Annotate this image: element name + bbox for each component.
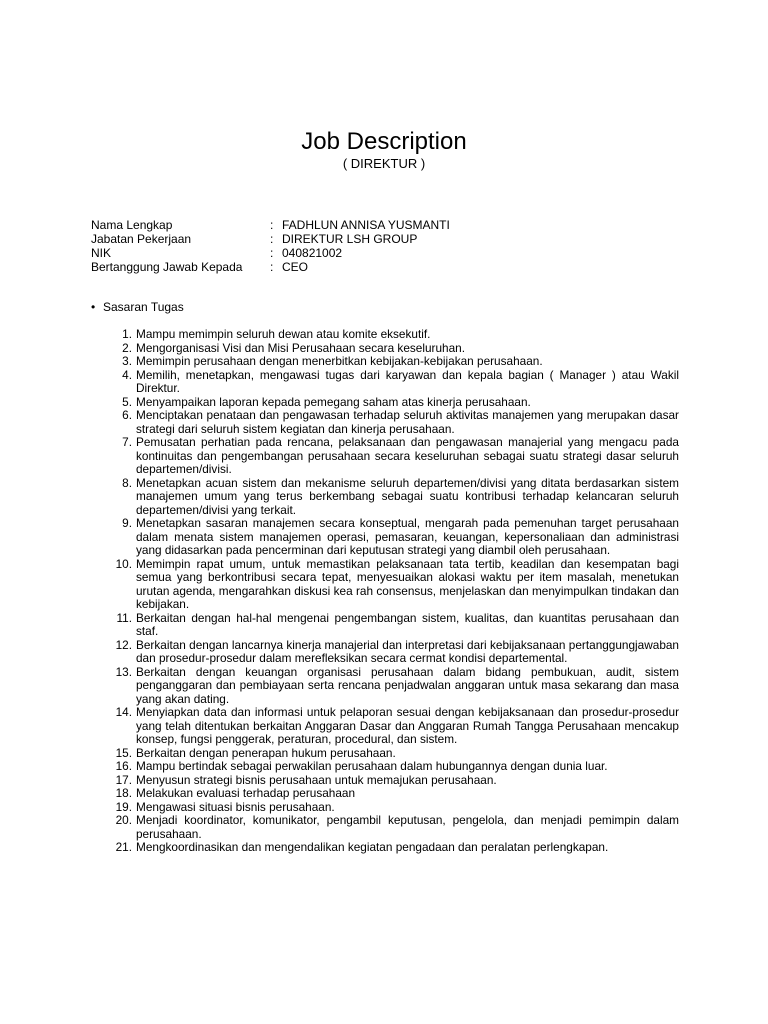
task-text: Menyiapkan data dan informasi untuk pelaporan sesuai dengan kebijaksanaan dan prosedur-prosedur yang telah ditentukan berkaitan Anggaran Dasar dan Anggaran Rumah Tangga Perusahaan mencakup konsep, fungsi penggerak, peraturan, procedural, dan sistem.: [136, 705, 679, 746]
task-item: [110, 517, 679, 558]
task-item: [110, 801, 679, 815]
task-text: Berkaitan dengan hal-hal mengenai pengembangan sistem, kualitas, dan kuantitas perusahaan dan staf.: [136, 610, 679, 638]
bullet-icon: •: [91, 300, 96, 314]
task-text: Menyampaikan laporan kepada pemegang saham atas kinerja perusahaan.: [136, 394, 531, 409]
task-item: [110, 328, 679, 342]
task-item: [110, 409, 679, 436]
task-text: Pemusatan perhatian pada rencana, pelaksanaan dan pengawasan manajerial yang mengacu pada kontinuitas dan pengembangan perusahaan secara keseluruhan sebagai suatu strategi dasar seluruh departemen/divisi.: [136, 435, 679, 476]
task-item: [110, 760, 679, 774]
task-text: Mengkoordinasikan dan mengendalikan kegiatan pengadaan dan peralatan perlengkapan.: [136, 840, 609, 854]
task-item: [110, 477, 679, 518]
task-number: 6.: [122, 408, 132, 422]
task-text: Memilih, menetapkan, mengawasi tugas dari karyawan dan kepala bagian ( Manager ) atau Wakil Direktur.: [136, 367, 679, 395]
task-number: 12.: [115, 637, 132, 652]
info-value: FADHLUN ANNISA YUSMANTI: [282, 218, 450, 232]
task-item: [110, 396, 679, 410]
info-colon: :: [270, 218, 274, 232]
task-number: 1.: [122, 327, 132, 341]
info-row-nik: [91, 246, 691, 260]
task-number: 10.: [115, 556, 132, 571]
page-subtitle: ( DIREKTUR ): [342, 156, 426, 171]
task-text: Mengawasi situasi bisnis perusahaan.: [136, 799, 335, 814]
info-value: CEO: [282, 260, 309, 274]
task-text: Memimpin perusahaan dengan menerbitkan kebijakan-kebijakan perusahaan.: [136, 354, 543, 368]
task-item: [110, 342, 679, 356]
employee-info: [91, 218, 691, 274]
info-value: DIREKTUR LSH GROUP: [282, 232, 418, 246]
info-value: 040821002: [282, 246, 343, 260]
task-text: Memimpin rapat umum, untuk memastikan pelaksanaan tata tertib, keadilan dan kesempatan bagi semua yang berkontribusi secara tepat, menyesuaikan alokasi waktu per item masalah, menetukan urutan agenda, mengarahkan diskusi kea rah consensus, menjelaskan dan menyimpulkan tindakan dan kebijakan.: [136, 556, 679, 611]
task-list: [110, 328, 679, 855]
task-item: [110, 814, 679, 841]
info-colon: :: [270, 260, 274, 274]
task-item: [110, 747, 679, 761]
task-number: 15.: [115, 745, 132, 760]
info-label: Bertanggung Jawab Kepada: [91, 260, 243, 274]
task-number: 17.: [115, 772, 132, 787]
info-row-reports-to: [91, 260, 691, 274]
task-item: [110, 436, 679, 477]
task-item: [110, 355, 679, 369]
task-item: [110, 612, 679, 639]
task-text: Menciptakan penataan dan pengawasan terhadap seluruh aktivitas manajemen yang merupakan dasar strategi dari seluruh sistem kegiatan dan kinerja perusahaan.: [136, 408, 679, 436]
task-item: [110, 787, 679, 801]
info-row-position: [91, 232, 691, 246]
task-number: 2.: [122, 340, 132, 355]
task-text: Menyusun strategi bisnis perusahaan untuk memajukan perusahaan.: [136, 772, 497, 787]
task-number: 18.: [115, 786, 132, 800]
task-number: 14.: [115, 705, 132, 719]
task-number: 3.: [122, 354, 132, 368]
task-number: 20.: [115, 813, 132, 827]
task-text: Menetapkan acuan sistem dan mekanisme seluruh departemen/divisi yang ditata berdasarkan sistem manajemen umum yang terus berkembang sebagai suatu kontribusi terhadap kelancaran seluruh departemen/divisi yang terkait.: [136, 475, 679, 517]
info-label: Nama Lengkap: [91, 218, 173, 232]
task-item: [110, 706, 679, 747]
info-row-name: [91, 218, 691, 232]
task-item: [110, 639, 679, 666]
task-number: 16.: [115, 759, 132, 773]
task-number: 21.: [115, 840, 132, 854]
task-text: Mengorganisasi Visi dan Misi Perusahaan secara keseluruhan.: [136, 340, 465, 355]
task-text: Berkaitan dengan lancarnya kinerja manajerial dan interpretasi dari kebijaksanaan pertanggungjawaban dan prosedur-prosedur dalam merefleksikan secara cermat kondisi departemental.: [136, 637, 679, 665]
info-label: Jabatan Pekerjaan: [91, 232, 192, 246]
task-item: [110, 369, 679, 396]
task-item: [110, 841, 679, 855]
info-colon: :: [270, 246, 274, 260]
task-number: 13.: [115, 664, 132, 679]
info-colon: :: [270, 232, 274, 246]
section-title: Sasaran Tugas: [103, 300, 184, 314]
page-title: Job Description: [301, 128, 467, 155]
task-number: 5.: [122, 394, 132, 409]
task-number: 4.: [122, 367, 132, 382]
task-number: 9.: [122, 516, 132, 530]
task-number: 19.: [115, 799, 132, 814]
task-text: Berkaitan dengan penerapan hukum perusahaan.: [136, 745, 396, 760]
task-item: [110, 666, 679, 707]
task-text: Menetapkan sasaran manajemen secara konseptual, mengarah pada pemenuhan target perusahaan dalam menata sistem manajemen operasi, pemasaran, keuangan, kepersonaliaan dan administrasi yang didasarkan pada pencerminan dari keputusan strategi yang diambil oleh perusahaan.: [136, 516, 679, 557]
task-text: Berkaitan dengan keuangan organisasi perusahaan dalam bidang pembukuan, audit, sistem penganggaran dan pembiayaan serta rencana penjadwalan anggaran untuk masa sekarang dan masa yang akan dating.: [136, 664, 679, 706]
task-number: 11.: [116, 610, 132, 625]
info-label: NIK: [91, 246, 112, 260]
task-item: [110, 774, 679, 788]
task-number: 7.: [122, 435, 132, 449]
task-text: Melakukan evaluasi terhadap perusahaan: [136, 786, 356, 800]
task-text: Mampu bertindak sebagai perwakilan perusahaan dalam hubungannya dengan dunia luar.: [136, 759, 608, 773]
task-item: [110, 558, 679, 612]
task-number: 8.: [122, 475, 132, 490]
task-text: Mampu memimpin seluruh dewan atau komite eksekutif.: [136, 327, 431, 341]
task-text: Menjadi koordinator, komunikator, pengambil keputusan, pengelola, dan menjadi pemimpin dalam perusahaan.: [136, 813, 679, 841]
